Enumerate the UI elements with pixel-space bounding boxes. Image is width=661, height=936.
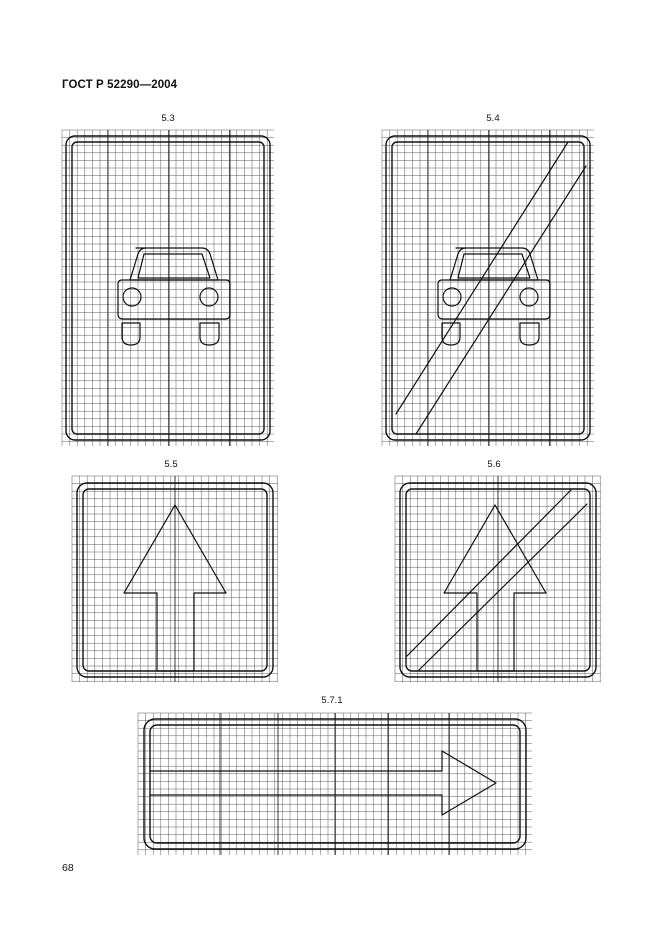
grid-lines	[395, 476, 601, 682]
car-icon	[118, 248, 230, 345]
sign-label-5-5: 5.5	[164, 459, 178, 470]
sign-label-5-6: 5.6	[487, 459, 501, 470]
sign-outer-frame	[386, 136, 590, 440]
cross-out-stripe	[396, 142, 586, 434]
sign-5-7-1-drawing	[138, 713, 532, 855]
sign-5-4-drawing	[382, 130, 594, 446]
sign-label-5-4: 5.4	[486, 113, 500, 124]
grid-lines	[62, 130, 274, 446]
grid-lines	[138, 713, 532, 855]
document-standard-title: ГОСТ Р 52290—2004	[62, 79, 178, 91]
sign-5-3-drawing	[62, 130, 274, 446]
grid-lines	[382, 130, 594, 446]
sign-5-5-drawing	[72, 476, 278, 682]
sign-label-5-7-1: 5.7.1	[321, 695, 343, 706]
sign-5-6-drawing	[395, 476, 601, 682]
car-icon	[438, 248, 550, 345]
grid-lines	[72, 476, 278, 682]
sign-outer-frame	[66, 136, 270, 440]
sign-inner-frame	[392, 142, 584, 434]
page-number: 68	[62, 862, 74, 874]
arrow-up-icon	[444, 505, 546, 671]
arrow-right-icon	[150, 751, 496, 815]
sign-inner-frame	[72, 142, 264, 434]
sign-label-5-3: 5.3	[161, 113, 175, 124]
